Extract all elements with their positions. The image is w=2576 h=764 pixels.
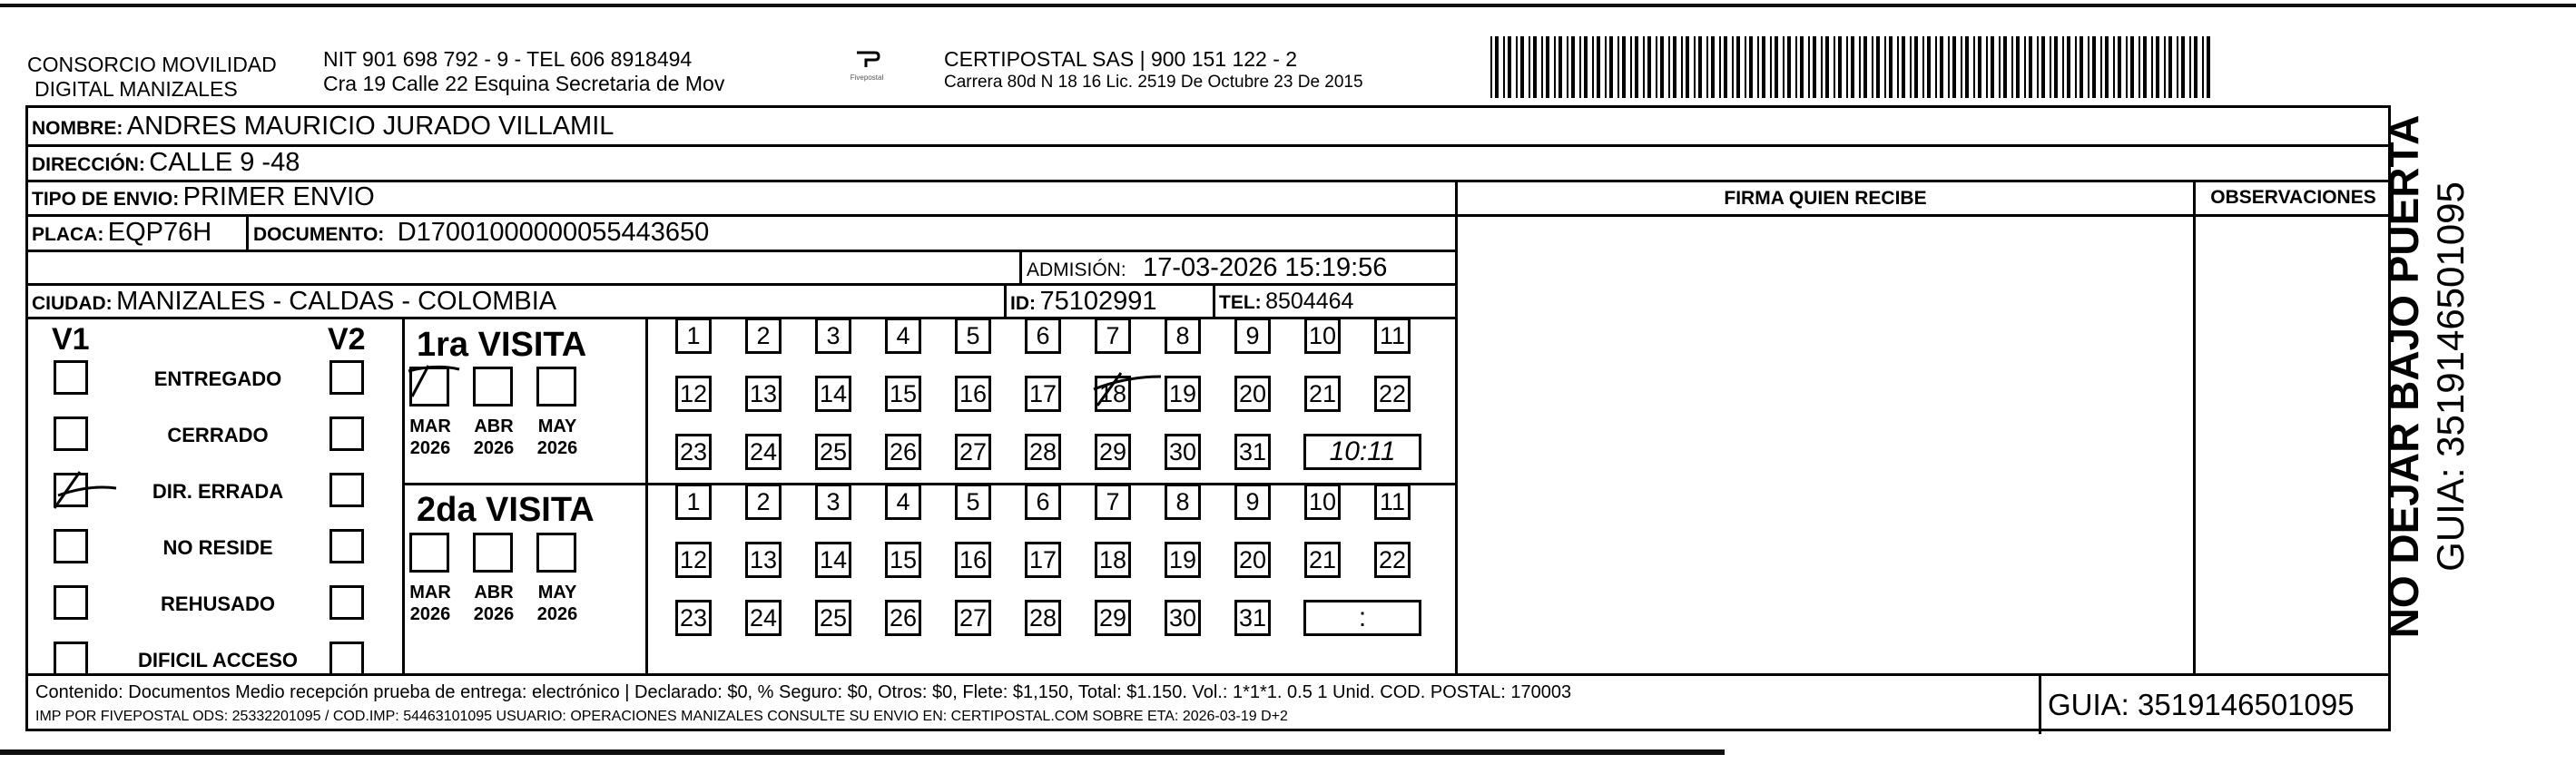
day-box[interactable]: 24: [745, 600, 782, 636]
v2-checkbox[interactable]: [329, 529, 364, 563]
barcode-bar: [1529, 36, 1530, 98]
nit-line: NIT 901 698 792 - 9 - TEL 606 8918494: [323, 47, 693, 71]
year-label: 2026: [409, 438, 451, 458]
v1-checkbox[interactable]: [54, 416, 88, 451]
barcode-bar: [1872, 36, 1873, 98]
day-box[interactable]: 9: [1234, 318, 1271, 354]
fivepostal-logo: [844, 49, 890, 82]
barcode-bar: [1825, 36, 1829, 98]
barcode-bar: [2181, 36, 2185, 98]
barcode-bar: [1660, 36, 1664, 98]
month-checkbox[interactable]: [409, 367, 449, 406]
day-box[interactable]: 18: [1095, 542, 1131, 578]
day-box[interactable]: 15: [885, 542, 921, 578]
day-box[interactable]: 5: [955, 318, 991, 354]
barcode-bar: [1897, 36, 1899, 98]
day-box[interactable]: 17: [1025, 376, 1061, 412]
v1-checkbox[interactable]: [54, 642, 88, 676]
barcode-bar: [1813, 36, 1816, 98]
barcode-icon: [1490, 36, 2217, 98]
barcode-bar: [2041, 36, 2045, 98]
day-box[interactable]: 15: [885, 376, 921, 412]
side-warning: NO DEJAR BAJO PUERTA: [2380, 114, 2427, 639]
time-box[interactable]: :: [1303, 600, 1421, 636]
status-option-label: REHUSADO: [161, 593, 275, 615]
month-label: ABR: [474, 416, 514, 436]
month-label: MAY: [537, 583, 577, 602]
barcode-bar: [1736, 36, 1740, 98]
day-box[interactable]: 23: [675, 600, 712, 636]
status-option-label: DIR. ERRADA: [152, 480, 284, 503]
day-box[interactable]: 3: [815, 484, 851, 520]
carrier-info: [944, 47, 1363, 93]
barcode-bar: [1694, 36, 1696, 98]
barcode-bar: [1846, 36, 1848, 98]
day-box[interactable]: 6: [1025, 318, 1061, 354]
day-box[interactable]: 12: [675, 376, 712, 412]
id-value: 75102991: [1039, 287, 1157, 316]
barcode-bar: [2050, 36, 2051, 98]
day-box[interactable]: 22: [1374, 542, 1411, 578]
status-option-label: CERRADO: [167, 424, 269, 446]
v1-checkbox[interactable]: [54, 529, 88, 563]
barcode-bar: [1986, 36, 1988, 98]
ciudad-value: MANIZALES - CALDAS - COLOMBIA: [116, 287, 557, 316]
barcode-bar: [1643, 36, 1645, 98]
day-box[interactable]: 18: [1095, 376, 1131, 412]
barcode-bar: [1584, 36, 1588, 98]
day-box[interactable]: 12: [675, 542, 712, 578]
tel-row: [1219, 286, 1353, 320]
day-box[interactable]: 8: [1165, 484, 1201, 520]
delivery-form: [25, 105, 2391, 731]
day-box[interactable]: 4: [885, 318, 921, 354]
bottom-scan-edge: [0, 749, 1725, 755]
barcode-bar: [2143, 36, 2147, 98]
day-box[interactable]: 27: [955, 600, 991, 636]
barcode-bar: [2092, 36, 2096, 98]
status-option-label: NO RESIDE: [162, 536, 273, 559]
barcode-bar: [1838, 36, 1842, 98]
day-box[interactable]: 3: [815, 318, 851, 354]
carrier-line: CERTIPOSTAL SAS | 900 151 122 - 2: [944, 47, 1298, 71]
barcode-bar: [1910, 36, 1912, 98]
day-box[interactable]: 29: [1095, 600, 1131, 636]
day-box[interactable]: 27: [955, 434, 991, 470]
barcode-bar: [2105, 36, 2109, 98]
month-checkbox[interactable]: [536, 367, 576, 406]
barcode-bar: [2164, 36, 2166, 98]
month-label: MAY: [537, 416, 577, 436]
barcode-bar: [1686, 36, 1689, 98]
carrier-address: Carrera 80d N 18 16 Lic. 2519 De Octubre 23 De 2015: [944, 73, 1363, 92]
day-box[interactable]: 31: [1234, 434, 1271, 470]
barcode-bar: [1851, 36, 1854, 98]
barcode-bar: [1965, 36, 1969, 98]
company-line-1: CONSORCIO MOVILIDAD: [27, 53, 277, 76]
top-scan-edge: [0, 4, 2576, 7]
barcode-bar: [1800, 36, 1804, 98]
v2-checkbox[interactable]: [329, 585, 364, 620]
day-box[interactable]: 8: [1165, 318, 1201, 354]
v1-checkbox[interactable]: [54, 360, 88, 395]
day-box[interactable]: 2: [745, 484, 782, 520]
barcode-bar: [1617, 36, 1619, 98]
year-label: 2026: [409, 604, 451, 624]
barcode-bar: [1795, 36, 1797, 98]
day-box[interactable]: 11: [1374, 484, 1411, 520]
v2-label: V2: [328, 322, 366, 357]
day-box[interactable]: 25: [815, 434, 851, 470]
day-box[interactable]: 6: [1025, 484, 1061, 520]
v2-checkbox[interactable]: [329, 642, 364, 676]
month-label: ABR: [474, 583, 514, 602]
barcode-bar: [2126, 36, 2128, 98]
barcode-bar: [2130, 36, 2134, 98]
side-text: [2378, 104, 2496, 649]
placa-label: PLACA:: [32, 224, 104, 245]
day-box[interactable]: 14: [815, 542, 851, 578]
barcode-bar: [1952, 36, 1956, 98]
firma-label: FIRMA QUIEN RECIBE: [1724, 188, 1927, 209]
year-label: 2026: [536, 604, 578, 624]
barcode-bar: [1787, 36, 1791, 98]
barcode-bar: [1732, 36, 1734, 98]
handwritten-check-mark: [408, 362, 463, 398]
barcode-bar: [2177, 36, 2178, 98]
barcode-bar: [1863, 36, 1867, 98]
day-box[interactable]: 28: [1025, 600, 1061, 636]
v2-checkbox[interactable]: [329, 416, 364, 451]
barcode-bar: [1630, 36, 1632, 98]
tipo-row: [32, 181, 375, 217]
barcode-bar: [1681, 36, 1683, 98]
barcode-bar: [1999, 36, 2001, 98]
id-row: [1010, 286, 1156, 321]
nombre-label: NOMBRE:: [32, 118, 123, 139]
barcode-bar: [1834, 36, 1835, 98]
barcode-bar: [1876, 36, 1880, 98]
day-box[interactable]: 7: [1095, 484, 1131, 520]
barcode-bar: [1749, 36, 1753, 98]
barcode-bar: [1745, 36, 1746, 98]
day-box[interactable]: 19: [1165, 542, 1201, 578]
barcode-bar: [2151, 36, 2153, 98]
day-box[interactable]: 19: [1165, 376, 1201, 412]
first-visit-title: 1ra VISITA: [417, 326, 587, 364]
barcode-bar: [1706, 36, 1708, 98]
barcode-bar: [1571, 36, 1575, 98]
barcode-bar: [1808, 36, 1810, 98]
observaciones-label: OBSERVACIONES: [2210, 187, 2376, 208]
barcode-bar: [1914, 36, 1918, 98]
company-name: [27, 53, 277, 102]
barcode-bar: [2156, 36, 2159, 98]
barcode-bar: [1991, 36, 1994, 98]
footer-line-2: IMP POR FIVEPOSTAL ODS: 25332201095 / COD.IMP: 54463101095 USUARIO: OPERACIONES MANIZALES CONSULTE SU ENVIO EN: CERTIPOSTAL.COM SOBRE ETA: 2026-03-19 D+2: [35, 709, 1288, 724]
barcode-bar: [2113, 36, 2115, 98]
documento-value: D17001000000055443650: [397, 218, 710, 247]
barcode-bar: [1783, 36, 1785, 98]
day-box[interactable]: 13: [745, 376, 782, 412]
tipo-value: PRIMER ENVIO: [182, 182, 375, 211]
tipo-label: TIPO DE ENVIO:: [32, 189, 180, 210]
company-contact: [323, 47, 724, 96]
day-box[interactable]: 28: [1025, 434, 1061, 470]
barcode-bar: [1541, 36, 1543, 98]
year-label: 2026: [536, 438, 578, 458]
barcode-bar: [1546, 36, 1549, 98]
handwritten-check-mark: [1094, 371, 1157, 407]
day-box[interactable]: 22: [1374, 376, 1411, 412]
admision-value: 17-03-2026 15:19:56: [1143, 253, 1388, 282]
footer-guia: GUIA: 3519146501095: [2048, 688, 2355, 721]
year-label: 2026: [473, 604, 515, 624]
ciudad-label: CIUDAD:: [32, 293, 113, 314]
day-box[interactable]: 11: [1374, 318, 1411, 354]
day-box[interactable]: 10: [1304, 484, 1341, 520]
side-guia: GUIA: 3519146501095: [2429, 181, 2472, 572]
barcode-bar: [1635, 36, 1638, 98]
admision-row: [1027, 252, 1387, 288]
barcode-bar: [2062, 36, 2064, 98]
barcode-bar: [2067, 36, 2070, 98]
barcode-bar: [2088, 36, 2089, 98]
day-box[interactable]: 1: [675, 484, 712, 520]
barcode-bar: [1495, 36, 1499, 98]
barcode-bar: [1724, 36, 1727, 98]
footer-line-1: Contenido: Documentos Medio recepción prueba de entrega: electrónico | Declarado: $0, % Seguro: $0, Otros: $0, Flete: $1,150, Total: $1.150. Vol.: 1*1*1. 0.5 1 Unid. COD. POSTAL: 170003: [35, 682, 1572, 702]
day-box[interactable]: 7: [1095, 318, 1131, 354]
barcode-bar: [2168, 36, 2172, 98]
barcode-bar: [1961, 36, 1962, 98]
nombre-value: ANDRES MAURICIO JURADO VILLAMIL: [126, 112, 615, 141]
barcode-bar: [1711, 36, 1715, 98]
barcode-bar: [2118, 36, 2121, 98]
day-box[interactable]: 30: [1165, 434, 1201, 470]
barcode-bar: [2003, 36, 2007, 98]
barcode-bar: [1922, 36, 1924, 98]
barcode-bar: [1554, 36, 1556, 98]
admision-label: ADMISIÓN:: [1027, 260, 1126, 280]
v1-label: V1: [52, 322, 90, 357]
barcode-bar: [1490, 36, 1492, 98]
company-line-2: DIGITAL MANIZALES: [34, 77, 238, 101]
barcode-bar: [1927, 36, 1931, 98]
barcode-bar: [1516, 36, 1518, 98]
barcode-bar: [2037, 36, 2039, 98]
status-option-label: ENTREGADO: [153, 367, 282, 390]
barcode-bar: [2079, 36, 2083, 98]
year-label: 2026: [473, 438, 515, 458]
barcode-bar: [1622, 36, 1626, 98]
day-box[interactable]: 30: [1165, 600, 1201, 636]
barcode-bar: [2202, 36, 2204, 98]
month-checkbox[interactable]: [473, 367, 513, 406]
v1-checkbox[interactable]: [54, 585, 88, 620]
barcode-bar: [1757, 36, 1759, 98]
day-box[interactable]: 9: [1234, 484, 1271, 520]
month-label: MAR: [409, 583, 451, 602]
barcode-bar: [2100, 36, 2102, 98]
barcode-bar: [1533, 36, 1537, 98]
barcode-bar: [1884, 36, 1886, 98]
barcode-bar: [1647, 36, 1651, 98]
barcode-bar: [1605, 36, 1607, 98]
barcode-bar: [1762, 36, 1765, 98]
barcode-bar: [1935, 36, 1937, 98]
barcode-bar: [2138, 36, 2140, 98]
documento-label: DOCUMENTO:: [253, 224, 385, 245]
barcode-bar: [1978, 36, 1981, 98]
day-box[interactable]: 26: [885, 434, 921, 470]
tel-value: 8504464: [1265, 289, 1354, 314]
day-box[interactable]: 21: [1304, 542, 1341, 578]
barcode-bar: [1948, 36, 1950, 98]
day-box[interactable]: 24: [745, 434, 782, 470]
barcode-bar: [2024, 36, 2026, 98]
barcode-bar: [1597, 36, 1600, 98]
month-label: MAR: [409, 416, 451, 436]
barcode-bar: [1579, 36, 1581, 98]
tel-label: TEL:: [1219, 292, 1262, 313]
barcode-bar: [1698, 36, 1702, 98]
day-box[interactable]: 14: [815, 376, 851, 412]
id-label: ID:: [1010, 293, 1036, 314]
barcode-bar: [2029, 36, 2032, 98]
barcode-bar: [1503, 36, 1505, 98]
barcode-bar: [1508, 36, 1511, 98]
day-box[interactable]: 20: [1234, 376, 1271, 412]
barcode-bar: [1520, 36, 1524, 98]
day-box[interactable]: 21: [1304, 376, 1341, 412]
day-box[interactable]: 17: [1025, 542, 1061, 578]
barcode-bar: [2054, 36, 2058, 98]
address-line: Cra 19 Calle 22 Esquina Secretaria de Mov: [323, 72, 725, 95]
barcode-bar: [2011, 36, 2013, 98]
direccion-value: CALLE 9 -48: [149, 148, 300, 177]
direccion-label: DIRECCIÓN:: [32, 154, 145, 175]
barcode-bar: [1668, 36, 1670, 98]
barcode-bar: [1673, 36, 1676, 98]
barcode-bar: [1821, 36, 1823, 98]
v1-checkbox[interactable]: [54, 473, 88, 507]
time-box[interactable]: 10:11: [1303, 434, 1421, 470]
barcode-bar: [1592, 36, 1594, 98]
day-box[interactable]: 23: [675, 434, 712, 470]
month-checkbox[interactable]: [473, 533, 513, 573]
barcode-bar: [1770, 36, 1772, 98]
barcode-bar: [2189, 36, 2191, 98]
barcode-bar: [1656, 36, 1657, 98]
day-box[interactable]: 13: [745, 542, 782, 578]
nombre-row: [32, 111, 614, 146]
barcode-bar: [1940, 36, 1943, 98]
barcode-bar: [1889, 36, 1893, 98]
v2-checkbox[interactable]: [329, 473, 364, 507]
documento-row: [253, 217, 709, 252]
day-box[interactable]: 16: [955, 376, 991, 412]
barcode-bar: [1567, 36, 1568, 98]
day-box[interactable]: 25: [815, 600, 851, 636]
day-box[interactable]: 10: [1304, 318, 1341, 354]
day-box[interactable]: 2: [745, 318, 782, 354]
barcode-bar: [1973, 36, 1975, 98]
status-option-label: DIFICIL ACCESO: [137, 649, 298, 671]
month-checkbox[interactable]: [409, 533, 449, 573]
barcode-bar: [2075, 36, 2077, 98]
barcode-bar: [2207, 36, 2210, 98]
day-box[interactable]: 29: [1095, 434, 1131, 470]
ciudad-row: [32, 286, 556, 321]
logo-icon: [853, 49, 880, 69]
barcode-bar: [1719, 36, 1721, 98]
day-box[interactable]: 20: [1234, 542, 1271, 578]
day-box[interactable]: 4: [885, 484, 921, 520]
second-visit-title: 2da VISITA: [417, 491, 595, 529]
day-box[interactable]: 5: [955, 484, 991, 520]
barcode-bar: [1558, 36, 1562, 98]
direccion-row: [32, 147, 300, 182]
day-box[interactable]: 1: [675, 318, 712, 354]
barcode-bar: [2194, 36, 2197, 98]
placa-value: EQP76H: [107, 218, 212, 247]
barcode-bar: [1775, 36, 1778, 98]
barcode-bar: [1859, 36, 1861, 98]
month-checkbox[interactable]: [536, 533, 576, 573]
barcode-bar: [1609, 36, 1613, 98]
barcode-bar: [1902, 36, 1905, 98]
logo-text: Fivepostal: [850, 73, 884, 82]
day-box[interactable]: 31: [1234, 600, 1271, 636]
day-box[interactable]: 16: [955, 542, 991, 578]
placa-row: [32, 217, 211, 252]
day-box[interactable]: 26: [885, 600, 921, 636]
barcode-bar: [2016, 36, 2020, 98]
v2-checkbox[interactable]: [329, 360, 364, 395]
